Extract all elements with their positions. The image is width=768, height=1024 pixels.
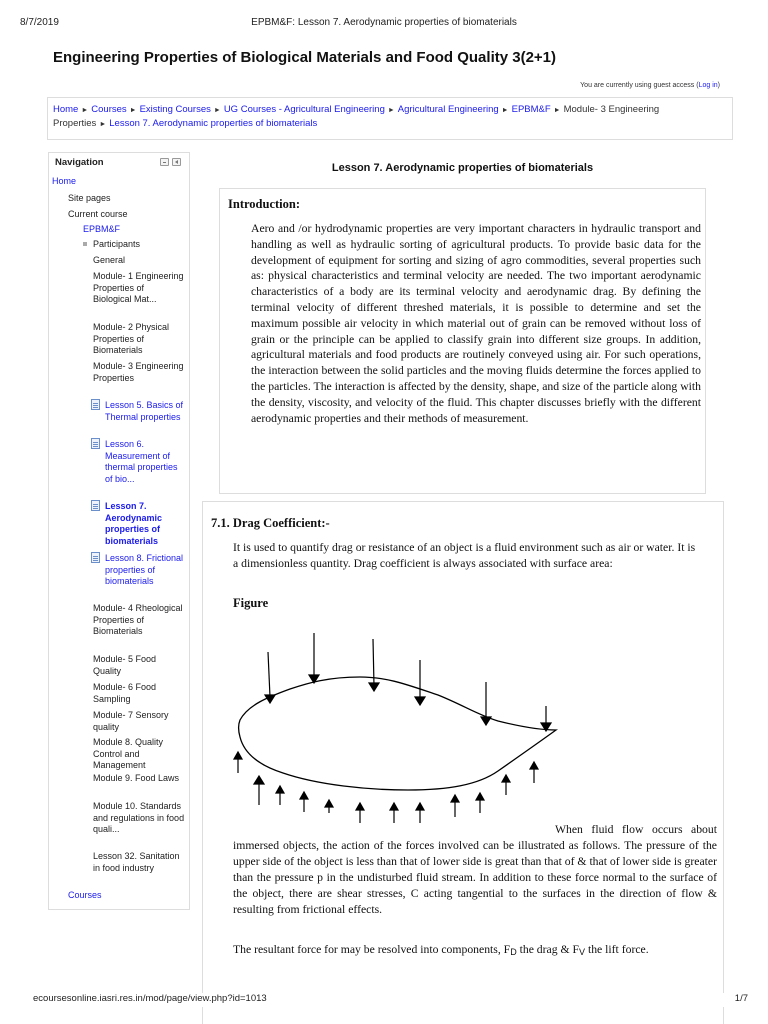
breadcrumb-lesson-7[interactable]: Lesson 7. Aerodynamic properties of biomaterials: [109, 117, 318, 129]
page-title: Lesson 7. Aerodynamic properties of biomaterials: [331, 162, 594, 174]
drag-coefficient-section: [202, 501, 724, 1024]
page-icon: [91, 500, 100, 511]
print-header: [0, 17, 768, 31]
introduction-title: Introduction:: [228, 197, 301, 211]
drag-subscript: D: [510, 947, 517, 957]
nav-item-current-course[interactable]: Current course: [68, 209, 128, 219]
nav-item-module-7[interactable]: Module- 7 Sensory quality: [93, 710, 169, 732]
page-number: 1/7: [734, 993, 748, 1004]
lift-subscript: V: [579, 947, 586, 957]
nav-item-module-3[interactable]: Module- 3 Engineering Properties: [93, 361, 184, 383]
nav-item-epbmf[interactable]: EPBM&F: [83, 224, 121, 234]
resultant-text-1: The resultant force for may be resolved into components, F: [233, 943, 511, 956]
breadcrumb-courses[interactable]: Courses: [91, 104, 127, 115]
nav-item-courses[interactable]: Courses: [68, 890, 102, 900]
nav-item-lesson-8[interactable]: Lesson 8. Frictional properties of biomaterials: [105, 553, 184, 586]
print-date: 8/7/2019: [20, 17, 59, 28]
nav-item-lesson-7[interactable]: Lesson 7. Aerodynamic properties of biomaterials: [105, 501, 163, 546]
nav-item-home[interactable]: Home: [52, 176, 77, 186]
flow-description: [233, 822, 717, 918]
navigation-controls: [160, 158, 181, 166]
login-info-close: ): [717, 82, 720, 89]
nav-item-module-6[interactable]: Module- 6 Food Sampling: [93, 682, 157, 704]
breadcrumb-separator-icon: ►: [501, 107, 509, 114]
drag-coefficient-description: It is used to quantify drag or resistance of an object is a fluid environment such as air or water. It is a dimensionless quantity. Drag coefficient is always associated with surface area:: [233, 541, 696, 570]
breadcrumb-ug-courses[interactable]: UG Courses - Agricultural Engineering: [223, 104, 385, 115]
page-icon: [91, 399, 100, 410]
breadcrumb-separator-icon: ►: [99, 120, 107, 128]
nav-item-module-9[interactable]: Module 9. Food Laws: [93, 773, 180, 783]
print-footer: [0, 993, 768, 1007]
nav-item-module-4[interactable]: Module- 4 Rheological Properties of Biomaterials: [93, 603, 183, 636]
resultant-text-3: the lift force.: [585, 943, 649, 956]
nav-item-lesson-6[interactable]: Lesson 6. Measurement of thermal properties of bio...: [105, 439, 178, 484]
nav-item-module-8[interactable]: Module 8. Quality Control and Management: [93, 737, 164, 770]
airfoil-pressure-figure: [228, 625, 568, 825]
site-title: Engineering Properties of Biological Materials and Food Quality 3(2+1): [53, 49, 557, 66]
nav-item-module-1[interactable]: Module- 1 Engineering Properties of Biological Mat...: [93, 271, 184, 304]
nav-item-participants[interactable]: Participants: [93, 239, 141, 249]
introduction-body: Aero and /or hydrodynamic properties are very important characters in hydraulic transport and handling as well as hydraulic sorting of agricultural products. To provide basic data for the development of equipment for sorting and sizing of agro commodities, several properties such as: physical characteristics and terminal velocity are needed. The two important aerodynamic characteristics of a body are its terminal velocity and aerodynamic drag. By defining the terminal velocity of different threshed materials, it is possible to determine and set the maximum possible air velocity in which material out of grain can be removed without loss of grain or the principle can be applied to classify grain into different size groups. In addition, agricultural materials and food products are routinely conveyed using air. For such operations, the interaction between the solid particles and the moving fluids determine the forces applied to the particles. The interaction is affected by the density, shape, and size of the particle along with the density, viscosity, and velocity of the fluid. This chapter discusses briefly with the different aerodynamic properties and their methods of measurement.: [251, 222, 701, 425]
navigation-title: Navigation: [55, 157, 104, 168]
breadcrumb-separator-icon: ►: [81, 107, 89, 114]
breadcrumb-agricultural-engineering[interactable]: Agricultural Engineering: [397, 104, 499, 115]
introduction-section: [219, 188, 706, 494]
login-info: [580, 82, 720, 89]
page-icon: [91, 552, 100, 563]
dock-icon[interactable]: [172, 158, 181, 166]
nav-item-module-5[interactable]: Module- 5 Food Quality: [93, 654, 157, 676]
nav-item-general[interactable]: General: [93, 255, 126, 265]
breadcrumb-separator-icon: ►: [553, 107, 561, 114]
resultant-force-text: [233, 941, 717, 961]
breadcrumb-module-3: Module- 3 Engineering Properties: [53, 104, 660, 129]
breadcrumb-separator-icon: ►: [129, 107, 137, 114]
nav-item-module-10[interactable]: Module 10. Standards and regulations in food quali...: [93, 801, 185, 834]
page-icon: [91, 438, 100, 449]
print-doc-title: EPBM&F: Lesson 7. Aerodynamic properties of biomaterials: [251, 17, 517, 28]
flow-text: When fluid flow occurs about immersed objects, the action of the forces involved can be illustrated as follows. The pressure of the upper side of the object is less than that of lower side is great than that of & that of lower side is greater than the pressure p in the undisturbed fluid stream. In addition to these force normal to the surface of the object, there are shear stresses, C acting tangential to the surfaces in the direction of flow & resulting from frictional effects.: [233, 823, 717, 916]
figure-label: Figure: [233, 596, 269, 610]
resultant-text-2: the drag & F: [516, 943, 580, 956]
bullet-icon: [83, 242, 87, 246]
breadcrumb-separator-icon: ►: [213, 107, 221, 114]
breadcrumb-separator-icon: ►: [387, 107, 395, 114]
breadcrumb-epbmf[interactable]: EPBM&F: [511, 104, 551, 115]
breadcrumb-home[interactable]: Home: [53, 104, 79, 115]
drag-coefficient-title: 7.1. Drag Coefficient:-: [211, 516, 330, 530]
nav-item-lesson-32[interactable]: Lesson 32. Sanitation in food industry: [93, 851, 180, 873]
nav-item-site-pages[interactable]: Site pages: [68, 193, 111, 203]
breadcrumb-existing-courses[interactable]: Existing Courses: [139, 104, 211, 115]
minimize-icon[interactable]: [160, 158, 169, 166]
page-url: ecoursesonline.iasri.res.in/mod/page/view.php?id=1013: [33, 993, 267, 1004]
login-info-text: You are currently using guest access (: [580, 82, 699, 89]
nav-item-lesson-5[interactable]: Lesson 5. Basics of Thermal properties: [105, 400, 184, 422]
nav-item-module-2[interactable]: Module- 2 Physical Properties of Biomaterials: [93, 322, 170, 355]
login-link[interactable]: Log in: [698, 82, 718, 89]
navigation-block: [48, 152, 190, 910]
breadcrumb: [47, 97, 733, 140]
